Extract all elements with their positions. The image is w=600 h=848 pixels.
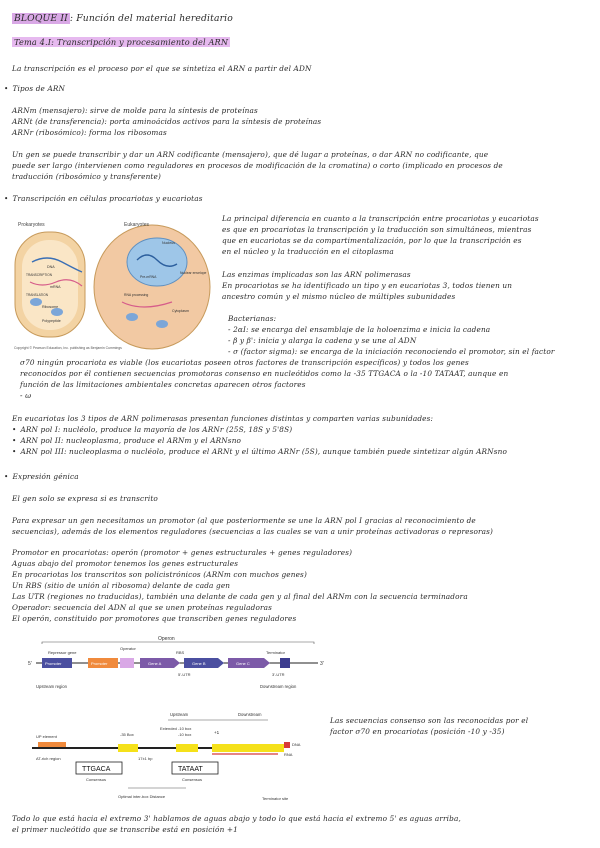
consensus-note-1: Las secuencias consenso son las reconocidas por el xyxy=(330,716,529,725)
right-col-1: La principal diferencia en cuanto a la transcripción entre procariotas y eucariotas xyxy=(222,214,539,223)
prom-35-box xyxy=(118,744,138,752)
fig-label-rna-processing: RNA processing xyxy=(124,293,149,297)
prom-line-5: Las UTR (regiones no traducidas), también una delante de cada gen y al final del ARNm con la secuencia terminadora xyxy=(12,592,468,601)
fig-label-mrna: mRNA xyxy=(50,285,61,289)
sigma-line-4: - ω xyxy=(20,391,32,400)
fig-label-ribosome: Ribosome xyxy=(42,305,59,309)
eukaryote-ribosome xyxy=(156,320,168,328)
operon-operator-box xyxy=(120,658,134,668)
operon-promoter-2-label: Promoter xyxy=(91,661,108,666)
right-col-8: ancestro común y el mismo núcleo de múltiples subunidades xyxy=(222,292,456,301)
operon-label-upstream: Upstream region xyxy=(36,684,67,689)
expr-heading: • Expresión génica xyxy=(4,472,79,481)
prom-terminator: Terminator site xyxy=(262,796,289,801)
consensus-note-2: factor σ70 en procariotas (posición -10 y -35) xyxy=(330,727,505,736)
eukaryote-nucleus xyxy=(127,238,187,286)
prom-plus-one: +1 xyxy=(214,730,220,735)
operon-bracket xyxy=(42,642,314,644)
fig-label-pre-mrna: Pre-mRNA xyxy=(140,275,157,279)
operon-gene-c-label: Gene C xyxy=(236,661,250,666)
prom-dna-label: DNA xyxy=(292,742,301,747)
fig-label-translation: TRANSLATION xyxy=(26,293,49,297)
prom-up-element-label: UP element xyxy=(36,734,57,739)
fig-label-cytoplasm: Cytoplasm xyxy=(172,309,189,313)
expr-line: El gen solo se expresa si es transcrito xyxy=(12,494,158,503)
euk-intro: En eucariotas los 3 tipos de ARN polimerasas presentan funciones distintas y comparten varias subunidades: xyxy=(12,414,434,423)
right-col-4: en el núcleo y la traducción en el citoplasma xyxy=(222,247,394,256)
prom-extended: Extended -10 box xyxy=(160,726,192,731)
right-col-10: Bacterianas: xyxy=(228,314,277,323)
prom-17bp: 17±1 bp xyxy=(138,756,153,761)
operon-three-prime: 3' xyxy=(320,661,324,667)
prom-line-6: Operador: secuencia del ADN al que se unen proteínas reguladoras xyxy=(12,603,273,612)
footer-line-2: el primer nucleótido que se transcribe está en posición +1 xyxy=(12,825,238,834)
prom-transcribed xyxy=(212,744,284,752)
gen-line-3: traducción (ribosómico y transferente) xyxy=(12,172,161,181)
operon-label-rbs: RBS xyxy=(176,650,185,655)
title-bloque: BLOQUE II xyxy=(14,13,68,24)
subtitle-text: Tema 4.I: Transcripción y procesamiento del ARN xyxy=(14,37,229,47)
operon-promoter-1-label: Promoter xyxy=(45,661,62,666)
prom-tataat: TATAAT xyxy=(178,766,203,773)
right-col-7: En procariotas se ha identificado un tipo y en eucariotas 3, todos tienen un xyxy=(222,281,513,290)
fig-label-polypeptide: Polypeptide xyxy=(42,319,61,323)
right-col-6: Las enzimas implicadas son las ARN polimerasas xyxy=(222,270,411,279)
fig-left-title: Prokaryotes xyxy=(18,222,45,228)
gen-line-2: puede ser largo (intervienen como reguladores en procesos de modificación de la cromatina) o corto (implicado en procesos de xyxy=(12,161,503,170)
fig-label-nuclear-envelope: Nuclear envelope xyxy=(180,271,207,275)
prom-consensus-2: Consensus xyxy=(182,777,203,782)
expr-para-2: secuencias), además de los elementos reguladores (secuencias a las cuales se van a unir proteínas activadoras o represoras) xyxy=(12,527,494,536)
celulas-heading: • Transcripción en células procariotas y eucariotas xyxy=(4,194,203,203)
euk-pol-1: • ARN pol I: nucléolo, produce la mayoría de los ARNr (25S, 18S y 5'8S) xyxy=(12,425,292,434)
sigma-line-1: σ70 ningún procariota es viable (los eucariotas poseen otros factores de transcripción específicos) y todos los genes xyxy=(20,358,469,367)
cell-figure xyxy=(12,212,212,352)
intro-line: La transcripción es el proceso por el que se sintetiza el ARN a partir del ADN xyxy=(12,64,312,73)
prom-10-label: -10 box xyxy=(178,732,192,737)
expr-para-1: Para expresar un gen necesitamos un promotor (al que posteriormente se une la ARN pol I gracias al reconocimiento de xyxy=(12,516,476,525)
sigma-line-3: función de las limitaciones ambientales concretas aparecen otros factores xyxy=(20,380,306,389)
tipo-arnm: ARNm (mensajero): sirve de molde para la síntesis de proteínas xyxy=(12,106,258,115)
operon-label-repressor: Repressor gene xyxy=(48,650,77,655)
prom-line-7: El operón, constituido por promotores que transcriben genes reguladores xyxy=(12,614,297,623)
prom-ttgaca: TTGACA xyxy=(82,766,111,773)
operon-terminator xyxy=(280,658,290,668)
right-col-11: - 2αI: se encarga del ensamblaje de la holoenzima e inicia la cadena xyxy=(228,325,491,334)
prom-optimal: Optimal inter-box Distance xyxy=(118,794,166,799)
fig-right-title: Eukaryotes xyxy=(124,222,150,228)
euk-pol-3: • ARN pol III: nucleoplasma o nucléolo, produce el ARNt y el último ARNr (5S), aunque también puede sintetizar algún ARNsno xyxy=(12,447,507,456)
operon-label-3utr: 3'-UTR xyxy=(272,672,285,677)
right-col-13: - σ (factor sigma): se encarga de la iniciación reconociendo el promotor, sin el factor xyxy=(228,347,555,356)
fig-label-transcription: TRANSCRIPTION xyxy=(26,273,53,277)
prom-line-4: Un RBS (sitio de unión al ribosoma) delante de cada gen xyxy=(12,581,231,590)
operon-figure xyxy=(28,632,328,696)
prokaryote-ribosome xyxy=(51,308,63,316)
gen-line-1: Un gen se puede transcribir y dar un ARN codificante (mensajero), que dé lugar a proteínas, o dar ARN no codificante, que xyxy=(12,150,489,159)
operon-label-downstream: Downstream region xyxy=(260,684,297,689)
prom-downstream: Downstream xyxy=(238,712,262,717)
fig-label-dna: DNA xyxy=(47,265,55,269)
right-col-12: - β y β': inicia y alarga la cadena y se une al ADN xyxy=(228,336,417,345)
prokaryote-ribosome xyxy=(30,298,42,306)
right-col-3: que en eucariotas se da compartimentalización, por lo que la transcripción es xyxy=(222,236,522,245)
prom-10-box xyxy=(176,744,198,752)
page-title xyxy=(12,14,233,23)
fig-caption: Copyright © Pearson Education, Inc. publishing as Benjamin Cummings xyxy=(14,346,122,350)
tipo-arnr: ARNr (ribosómico): forma los ribosomas xyxy=(12,128,167,137)
prom-rna-label: RNA xyxy=(284,752,293,757)
operon-label-terminator: Terminator xyxy=(266,650,285,655)
operon-top-label: Operon xyxy=(158,636,175,642)
prom-35-label: -35 Box xyxy=(120,732,134,737)
operon-gene-b-label: Gene B xyxy=(192,661,206,666)
tipo-arnt: ARNt (de transferencia): porta aminoácidos activos para la síntesis de proteínas xyxy=(12,117,322,126)
right-col-2: es que en procariotas la transcripción y la traducción son simultáneos, mientras xyxy=(222,225,532,234)
fig-label-nucleus: Nucleus xyxy=(162,241,175,245)
title-rest: : Función del material hereditario xyxy=(69,13,233,24)
operon-gene-a-label: Gene A xyxy=(148,661,162,666)
operon-label-5utr: 5'-UTR xyxy=(178,672,191,677)
prom-line-2: Aguas abajo del promotor tenemos los genes estructurales xyxy=(12,559,239,568)
euk-pol-2: • ARN pol II: nucleoplasma, produce el ARNm y el ARNsno xyxy=(12,436,241,445)
promoter-figure xyxy=(28,708,318,804)
prom-line-3: En procariotas los transcritos son policistrónicos (ARNm con muchos genes) xyxy=(12,570,307,579)
operon-label-operator: Operator xyxy=(120,646,136,651)
prom-line-1: Promotor en procariotas: operón (promotor + genes estructurales + genes reguladores) xyxy=(12,548,353,557)
operon-five-prime: 5' xyxy=(28,661,32,667)
prom-consensus-1: Consensus xyxy=(86,777,107,782)
footer-line-1: Todo lo que está hacia el extremo 3' hablamos de aguas abajo y todo lo que está hacia el extremo 5' es aguas arriba, xyxy=(12,814,461,823)
prom-dna-marker xyxy=(284,742,290,748)
sigma-line-2: reconocidos por él contienen secuencias promotoras consenso en nucleótidos como la -35 TTGACA o la -10 TATAAT, aunque en xyxy=(20,369,509,378)
eukaryote-ribosome xyxy=(126,313,138,321)
tipos-heading: • Tipos de ARN xyxy=(4,84,65,93)
prom-at-rich: AT-rich region xyxy=(36,756,61,761)
page-subtitle xyxy=(12,38,230,47)
prom-upstream: Upstream xyxy=(170,712,189,717)
